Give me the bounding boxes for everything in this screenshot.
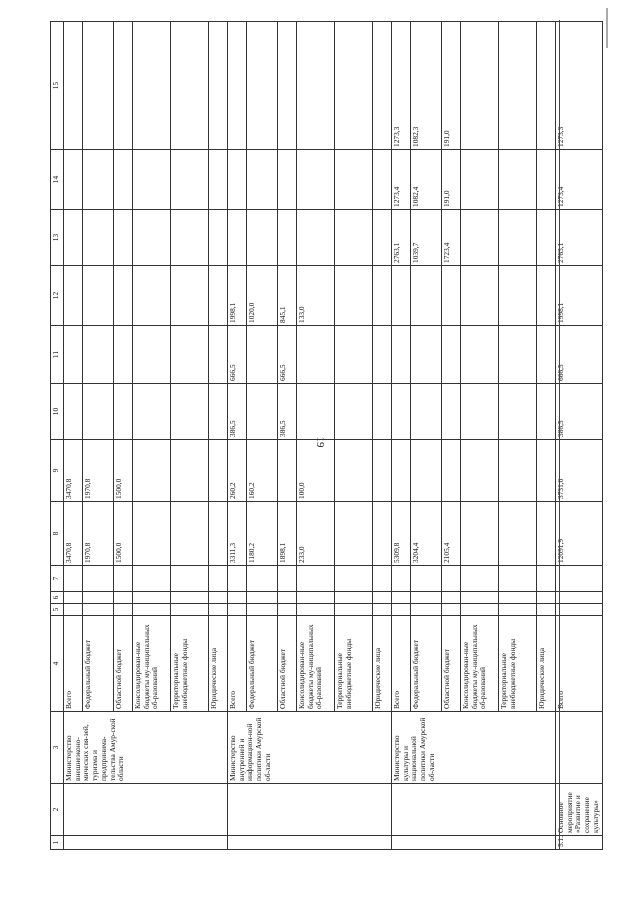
empty-cell xyxy=(297,592,335,604)
value-cell: 3470,8 xyxy=(64,440,83,502)
empty-cell xyxy=(335,592,373,604)
header-cell: 4 xyxy=(51,616,64,712)
value-cell xyxy=(133,440,171,502)
value-cell: 1970,8 xyxy=(83,440,114,502)
value-cell: 12091,9 xyxy=(556,502,603,566)
value-cell xyxy=(278,22,297,150)
value-cell xyxy=(411,384,442,440)
value-cell xyxy=(297,150,335,210)
empty-cell xyxy=(373,592,392,604)
value-cell xyxy=(64,22,83,150)
empty-cell xyxy=(537,604,556,616)
empty-cell xyxy=(373,604,392,616)
header-cell: 1 xyxy=(51,836,64,850)
executor-cell: Министерство внешнеэконо-мических свя-зей, туризма и предпринима-тельства Амур-ской области xyxy=(64,712,228,784)
value-cell xyxy=(209,384,228,440)
value-cell xyxy=(499,384,537,440)
value-cell xyxy=(228,22,247,150)
value-cell: 1082,4 xyxy=(411,150,442,210)
value-cell xyxy=(171,384,209,440)
value-cell xyxy=(247,384,278,440)
value-cell xyxy=(373,326,392,384)
empty-cell xyxy=(556,592,603,604)
value-cell xyxy=(171,326,209,384)
empty-cell xyxy=(499,592,537,604)
value-cell: 2763,1 xyxy=(392,210,411,266)
value-cell: 386,5 xyxy=(228,384,247,440)
value-cell xyxy=(133,210,171,266)
value-cell xyxy=(442,326,461,384)
row-number-cell xyxy=(228,836,392,850)
source-cell: Консолидирован-ные бюджеты му-ниципальных об-разований xyxy=(297,616,335,712)
value-cell xyxy=(335,22,373,150)
value-cell xyxy=(83,384,114,440)
value-cell xyxy=(335,326,373,384)
value-cell xyxy=(411,266,442,326)
empty-cell xyxy=(133,604,171,616)
value-cell xyxy=(373,266,392,326)
source-cell: Областной бюджет xyxy=(278,616,297,712)
header-cell: 6 xyxy=(51,592,64,604)
value-cell xyxy=(499,326,537,384)
page-edge-line xyxy=(559,20,560,850)
header-cell: 8 xyxy=(51,502,64,566)
value-cell xyxy=(171,502,209,566)
value-cell xyxy=(83,326,114,384)
empty-cell xyxy=(171,566,209,592)
value-cell: 1998,1 xyxy=(228,266,247,326)
table-row xyxy=(228,22,247,850)
page-number: 19 xyxy=(314,436,326,448)
empty-cell xyxy=(247,566,278,592)
value-cell xyxy=(133,150,171,210)
value-cell: 5309,8 xyxy=(392,502,411,566)
value-cell: 1898,1 xyxy=(278,502,297,566)
value-cell: 160,2 xyxy=(247,440,278,502)
source-cell: Юридические лица xyxy=(373,616,392,712)
value-cell xyxy=(133,384,171,440)
value-cell xyxy=(83,150,114,210)
value-cell: 1020,0 xyxy=(247,266,278,326)
value-cell xyxy=(114,150,133,210)
empty-cell xyxy=(114,566,133,592)
empty-cell xyxy=(411,566,442,592)
value-cell xyxy=(209,150,228,210)
empty-cell xyxy=(556,566,603,592)
value-cell xyxy=(373,22,392,150)
value-cell xyxy=(537,22,556,150)
value-cell xyxy=(373,150,392,210)
value-cell: 2763,1 xyxy=(556,210,603,266)
empty-cell xyxy=(171,592,209,604)
value-cell xyxy=(114,210,133,266)
value-cell xyxy=(373,384,392,440)
value-cell xyxy=(461,22,499,150)
empty-cell xyxy=(228,604,247,616)
empty-cell xyxy=(64,592,83,604)
empty-cell xyxy=(392,592,411,604)
value-cell xyxy=(209,210,228,266)
empty-cell xyxy=(461,592,499,604)
value-cell xyxy=(297,326,335,384)
value-cell xyxy=(114,326,133,384)
empty-cell xyxy=(442,604,461,616)
value-cell: 1180,2 xyxy=(247,502,278,566)
value-cell xyxy=(335,266,373,326)
activity-cell xyxy=(228,784,392,836)
empty-cell xyxy=(278,604,297,616)
value-cell xyxy=(335,210,373,266)
value-cell xyxy=(64,266,83,326)
value-cell xyxy=(297,22,335,150)
value-cell xyxy=(247,22,278,150)
value-cell xyxy=(133,326,171,384)
value-cell xyxy=(537,384,556,440)
table-row xyxy=(64,22,83,850)
value-cell: 1723,4 xyxy=(442,210,461,266)
value-cell xyxy=(411,440,442,502)
value-cell xyxy=(499,210,537,266)
value-cell xyxy=(461,502,499,566)
value-cell xyxy=(499,22,537,150)
value-cell xyxy=(411,326,442,384)
budget-allocation-table xyxy=(50,21,603,850)
value-cell: 1082,3 xyxy=(411,22,442,150)
value-cell: 3731,0 xyxy=(556,440,603,502)
value-cell xyxy=(209,266,228,326)
source-cell: Областной бюджет xyxy=(114,616,133,712)
empty-cell xyxy=(133,566,171,592)
header-cell: 15 xyxy=(51,22,64,150)
empty-cell xyxy=(556,604,603,616)
value-cell xyxy=(499,266,537,326)
empty-cell xyxy=(461,566,499,592)
header-cell: 13 xyxy=(51,210,64,266)
value-cell: 1500,0 xyxy=(114,440,133,502)
value-cell: 1998,1 xyxy=(556,266,603,326)
value-cell: 1273,3 xyxy=(392,22,411,150)
value-cell xyxy=(114,22,133,150)
value-cell: 386,5 xyxy=(556,384,603,440)
value-cell xyxy=(373,502,392,566)
value-cell xyxy=(499,502,537,566)
value-cell: 1500,0 xyxy=(114,502,133,566)
value-cell xyxy=(247,150,278,210)
empty-cell xyxy=(114,592,133,604)
empty-cell xyxy=(83,566,114,592)
value-cell xyxy=(64,384,83,440)
value-cell xyxy=(64,150,83,210)
header-cell: 7 xyxy=(51,566,64,592)
value-cell: 666,5 xyxy=(278,326,297,384)
value-cell xyxy=(114,384,133,440)
source-cell: Всего xyxy=(392,616,411,712)
budget-table-wrapper xyxy=(50,22,600,850)
table-row xyxy=(392,22,411,850)
value-cell: 1273,4 xyxy=(556,150,603,210)
header-cell: 14 xyxy=(51,150,64,210)
value-cell xyxy=(133,502,171,566)
activity-cell xyxy=(392,784,556,836)
value-cell xyxy=(247,210,278,266)
value-cell xyxy=(537,210,556,266)
row-number-cell xyxy=(64,836,228,850)
header-cell: 12 xyxy=(51,266,64,326)
value-cell xyxy=(392,384,411,440)
value-cell xyxy=(461,210,499,266)
value-cell xyxy=(171,210,209,266)
value-cell xyxy=(133,22,171,150)
value-cell xyxy=(133,266,171,326)
empty-cell xyxy=(247,604,278,616)
empty-cell xyxy=(171,604,209,616)
header-cell: 5 xyxy=(51,604,64,616)
row-number-cell: 5.1. xyxy=(556,836,603,850)
rotated-table-container xyxy=(50,22,600,850)
empty-cell xyxy=(278,566,297,592)
executor-cell: Министерство культуры и национальной политики Амурской об-ласти xyxy=(392,712,556,784)
value-cell xyxy=(392,326,411,384)
value-cell xyxy=(278,150,297,210)
value-cell: 1039,7 xyxy=(411,210,442,266)
value-cell xyxy=(461,266,499,326)
source-cell: Юридические лица xyxy=(209,616,228,712)
value-cell xyxy=(461,326,499,384)
value-cell xyxy=(335,440,373,502)
value-cell: 1970,8 xyxy=(83,502,114,566)
value-cell xyxy=(83,210,114,266)
value-cell: 666,5 xyxy=(228,326,247,384)
header-cell: 10 xyxy=(51,384,64,440)
empty-cell xyxy=(411,604,442,616)
empty-cell xyxy=(392,604,411,616)
header-cell: 2 xyxy=(51,784,64,836)
value-cell: 191,0 xyxy=(442,150,461,210)
value-cell: 233,0 xyxy=(297,502,335,566)
value-cell xyxy=(392,266,411,326)
value-cell: 2105,4 xyxy=(442,502,461,566)
value-cell xyxy=(537,150,556,210)
value-cell xyxy=(499,440,537,502)
empty-cell xyxy=(209,566,228,592)
value-cell xyxy=(209,22,228,150)
empty-cell xyxy=(373,566,392,592)
value-cell xyxy=(114,266,133,326)
value-cell: 133,0 xyxy=(297,266,335,326)
value-cell xyxy=(171,266,209,326)
empty-cell xyxy=(297,604,335,616)
value-cell xyxy=(297,384,335,440)
value-cell xyxy=(247,326,278,384)
table-row xyxy=(556,22,603,850)
value-cell: 3311,3 xyxy=(228,502,247,566)
empty-cell xyxy=(461,604,499,616)
value-cell xyxy=(373,440,392,502)
value-cell xyxy=(209,502,228,566)
value-cell: 386,5 xyxy=(278,384,297,440)
value-cell xyxy=(209,440,228,502)
value-cell xyxy=(171,150,209,210)
empty-cell xyxy=(537,566,556,592)
value-cell xyxy=(392,440,411,502)
value-cell xyxy=(335,150,373,210)
value-cell xyxy=(442,384,461,440)
value-cell xyxy=(83,22,114,150)
empty-cell xyxy=(278,592,297,604)
value-cell xyxy=(64,326,83,384)
value-cell xyxy=(228,150,247,210)
empty-cell xyxy=(228,592,247,604)
source-cell: Всего xyxy=(556,616,603,712)
value-cell xyxy=(537,326,556,384)
value-cell xyxy=(209,326,228,384)
value-cell xyxy=(228,210,247,266)
value-cell xyxy=(537,440,556,502)
value-cell xyxy=(442,266,461,326)
empty-cell xyxy=(228,566,247,592)
empty-cell xyxy=(209,592,228,604)
header-row xyxy=(51,22,64,850)
empty-cell xyxy=(499,566,537,592)
value-cell xyxy=(461,384,499,440)
row-number-cell xyxy=(392,836,556,850)
scan-artifact xyxy=(606,8,608,48)
empty-cell xyxy=(64,604,83,616)
source-cell: Территориальные внебюджетные фонды xyxy=(499,616,537,712)
value-cell: 666,5 xyxy=(556,326,603,384)
source-cell: Территориальные внебюджетные фонды xyxy=(171,616,209,712)
value-cell xyxy=(64,210,83,266)
value-cell xyxy=(171,440,209,502)
value-cell xyxy=(537,266,556,326)
empty-cell xyxy=(114,604,133,616)
empty-cell xyxy=(537,592,556,604)
empty-cell xyxy=(411,592,442,604)
value-cell xyxy=(461,150,499,210)
value-cell xyxy=(335,384,373,440)
value-cell: 1273,4 xyxy=(392,150,411,210)
empty-cell xyxy=(83,604,114,616)
value-cell xyxy=(442,440,461,502)
value-cell: 191,0 xyxy=(442,22,461,150)
empty-cell xyxy=(442,566,461,592)
value-cell xyxy=(171,22,209,150)
header-cell: 3 xyxy=(51,712,64,784)
empty-cell xyxy=(209,604,228,616)
source-cell: Всего xyxy=(228,616,247,712)
empty-cell xyxy=(499,604,537,616)
source-cell: Консолидирован-ные бюджеты му-ниципальных об-разований xyxy=(461,616,499,712)
empty-cell xyxy=(133,592,171,604)
value-cell xyxy=(297,210,335,266)
value-cell: 845,1 xyxy=(278,266,297,326)
value-cell: 260,2 xyxy=(228,440,247,502)
empty-cell xyxy=(335,566,373,592)
header-cell: 9 xyxy=(51,440,64,502)
executor-cell: Министерство внутренней и информацион-ной политики Амурской об-ласти xyxy=(228,712,392,784)
source-cell: Территориальные внебюджетные фонды xyxy=(335,616,373,712)
value-cell xyxy=(537,502,556,566)
source-cell: Всего xyxy=(64,616,83,712)
value-cell xyxy=(278,210,297,266)
value-cell xyxy=(373,210,392,266)
empty-cell xyxy=(83,592,114,604)
source-cell: Федеральный бюджет xyxy=(247,616,278,712)
empty-cell xyxy=(64,566,83,592)
value-cell xyxy=(499,150,537,210)
value-cell xyxy=(83,266,114,326)
value-cell xyxy=(278,440,297,502)
empty-cell xyxy=(442,592,461,604)
source-cell: Консолидирован-ные бюджеты му-ниципальных об-разований xyxy=(133,616,171,712)
source-cell: Федеральный бюджет xyxy=(411,616,442,712)
value-cell xyxy=(461,440,499,502)
activity-cell: Основное мероприятие «Развитие и сохранение культуры» xyxy=(556,784,603,836)
value-cell: 100,0 xyxy=(297,440,335,502)
source-cell: Областной бюджет xyxy=(442,616,461,712)
empty-cell xyxy=(297,566,335,592)
value-cell: 3204,4 xyxy=(411,502,442,566)
value-cell: 3470,8 xyxy=(64,502,83,566)
empty-cell xyxy=(392,566,411,592)
value-cell: 1273,3 xyxy=(556,22,603,150)
empty-cell xyxy=(247,592,278,604)
empty-cell xyxy=(335,604,373,616)
source-cell: Юридические лица xyxy=(537,616,556,712)
value-cell xyxy=(335,502,373,566)
activity-cell xyxy=(64,784,228,836)
source-cell: Федеральный бюджет xyxy=(83,616,114,712)
executor-cell xyxy=(556,712,603,784)
header-cell: 11 xyxy=(51,326,64,384)
